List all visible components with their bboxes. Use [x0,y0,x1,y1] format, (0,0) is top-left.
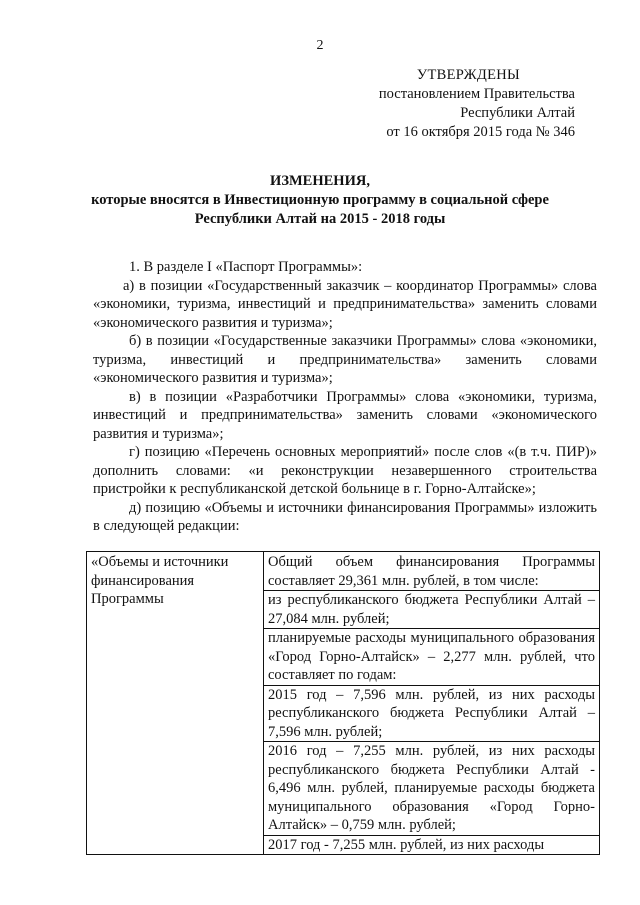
table-entry: из республиканского бюджета Республики Алтай – 27,084 млн. рублей; [264,591,599,629]
table-row [87,552,600,855]
title-line-1: которые вносятся в Инвестиционную программу в социальной сфере [91,192,549,208]
table-entry: 2016 год – 7,255 млн. рублей, из них расходы республиканского бюджета Республики Алтай - 6,496 млн. рублей, планируемые расходы бюджета муниципального образования «Город Горно-Алтайск» – 0,759 млн. рублей; [264,742,599,836]
item-v: в) в позиции «Разработчики Программы» слова «экономики, туризма, инвестиций и предпринимательства» заменить словами «экономического развития и туризма»; [93,388,597,442]
financing-table [86,551,600,855]
document-body [93,258,597,536]
approval-line-3: от 16 октября 2015 года № 346 [386,124,575,140]
item-d: д) позицию «Объемы и источники финансирования Программы» изложить в следующей редакции: [93,499,597,534]
document-title [0,172,640,229]
table-entry: планируемые расходы муниципального образования «Город Горно-Алтайск» – 2,277 млн. рублей, что составляет по годам: [264,629,599,686]
table-right-cell [264,552,600,855]
item-b: б) в позиции «Государственные заказчики Программы» слова «экономики, туризма, инвестиций и предпринимательства» заменить словами «экономического развития и туризма»; [93,333,597,386]
table-entry: Общий объем финансирования Программы составляет 29,361 млн. рублей, в том числе: [264,553,599,591]
approval-line-1: постановлением Правительства [378,86,575,102]
table-entry: 2015 год – 7,596 млн. рублей, из них расходы республиканского бюджета Республики Алтай – 7,596 млн. рублей; [264,686,599,743]
title-heading: ИЗМЕНЕНИЯ, [270,173,370,189]
title-line-2: Республики Алтай на 2015 - 2018 годы [194,211,446,227]
item-a: а) в позиции «Государственный заказчик – координатор Программы» слова «экономики, туризма, инвестиций и предпринимательства» заменить словами «экономического развития и туризма»; [93,277,597,331]
approval-block [379,66,575,142]
item-g: г) позицию «Перечень основных мероприятий» после слов «(в т.ч. ПИР)» дополнить словами: «и реконструкции незавершенного строительства пристройки к республиканской детской больнице в г. Горно-Алтайске»; [93,444,597,497]
table-entry: 2017 год - 7,255 млн. рублей, из них расходы [268,836,545,853]
table-left-cell: «Объемы и источники финансирования Программы [87,552,264,855]
page-number: 2 [316,38,324,53]
approval-line-2: Республики Алтай [460,105,575,121]
section-1-heading: 1. В разделе I «Паспорт Программы»: [129,259,363,275]
approval-heading: УТВЕРЖДЕНЫ [416,67,520,83]
